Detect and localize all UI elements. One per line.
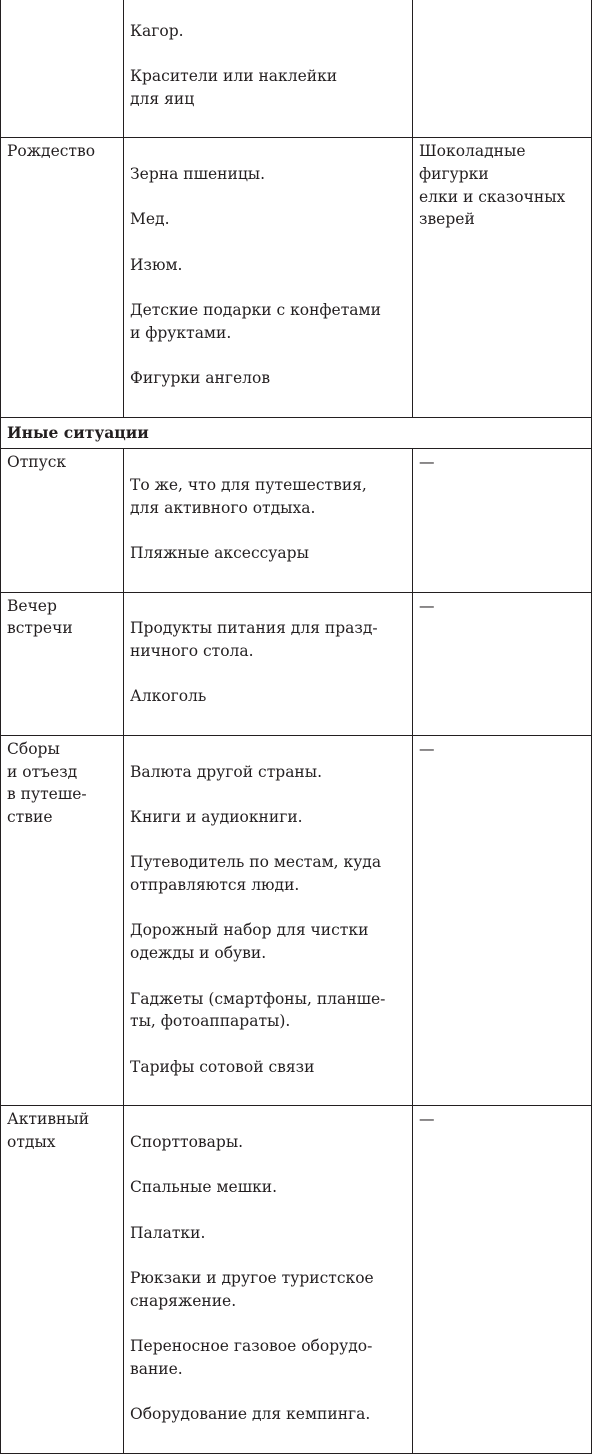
goods-item: Переносное газовое оборудо- вание. <box>130 1337 373 1378</box>
section-header: Иные ситуации <box>1 417 592 449</box>
table-row <box>1 735 592 1105</box>
goods-item: То же, что для путешествия, для активного отдыха. <box>130 476 367 517</box>
goods-item: Оборудование для кемпинга. <box>130 1405 371 1424</box>
goods-item: Спорттовары. <box>130 1132 244 1151</box>
table-row <box>1 592 592 735</box>
goods-item: Рюкзаки и другое туристское снаряжение. <box>130 1268 374 1310</box>
goods-item: Алкоголь <box>130 687 207 706</box>
goods-item: Палатки. <box>130 1223 206 1242</box>
situation-cell <box>1 0 124 138</box>
situation-cell: Рождество <box>1 138 124 417</box>
extra-cell: Шоколадные фигурки елки и сказочных зверей <box>413 138 592 417</box>
goods-item: Путеводитель по местам, куда отправляются люди. <box>130 853 382 895</box>
goods-cell <box>124 449 413 592</box>
goods-item: Тарифы сотовой связи <box>130 1057 315 1076</box>
goods-item: Кагор. <box>130 21 184 40</box>
extra-cell: — <box>413 449 592 592</box>
goods-item: Продукты питания для празд- ничного стола. <box>130 619 378 660</box>
goods-item: Валюта другой страны. <box>130 762 323 781</box>
situation-cell: Вечер встречи <box>1 592 124 735</box>
table-row <box>1 449 592 592</box>
goods-item: Книги и аудиокниги. <box>130 807 303 826</box>
situation-cell: Отпуск <box>1 449 124 592</box>
table-row <box>1 1106 592 1454</box>
goods-item: Пляжные аксессуары <box>130 544 309 563</box>
extra-cell: — <box>413 592 592 735</box>
extra-cell: — <box>413 735 592 1105</box>
table-row <box>1 0 592 138</box>
goods-cell <box>124 592 413 735</box>
situation-cell: Активный отдых <box>1 1106 124 1454</box>
goods-item: Спальные мешки. <box>130 1178 278 1197</box>
goods-cell <box>124 1106 413 1454</box>
table-row <box>1 138 592 417</box>
situation-cell: Сборы и отъезд в путеше- ствие <box>1 735 124 1105</box>
goods-item: Гаджеты (смартфоны, планше- ты, фотоаппараты). <box>130 989 386 1031</box>
extra-cell <box>413 0 592 138</box>
goods-item: Изюм. <box>130 255 183 274</box>
goods-cell <box>124 735 413 1105</box>
goods-item: Мед. <box>130 210 170 229</box>
section-row <box>1 417 592 449</box>
goods-item: Дорожный набор для чистки одежды и обуви. <box>130 921 369 963</box>
goods-item: Красители или наклейки для яиц <box>130 67 338 108</box>
goods-item: Детские подарки с конфетами и фруктами. <box>130 301 381 342</box>
goods-item: Фигурки ангелов <box>130 369 271 388</box>
extra-cell: — <box>413 1106 592 1454</box>
goods-cell <box>124 138 413 417</box>
goods-cell <box>124 0 413 138</box>
goods-item: Зерна пшеницы. <box>130 164 266 183</box>
